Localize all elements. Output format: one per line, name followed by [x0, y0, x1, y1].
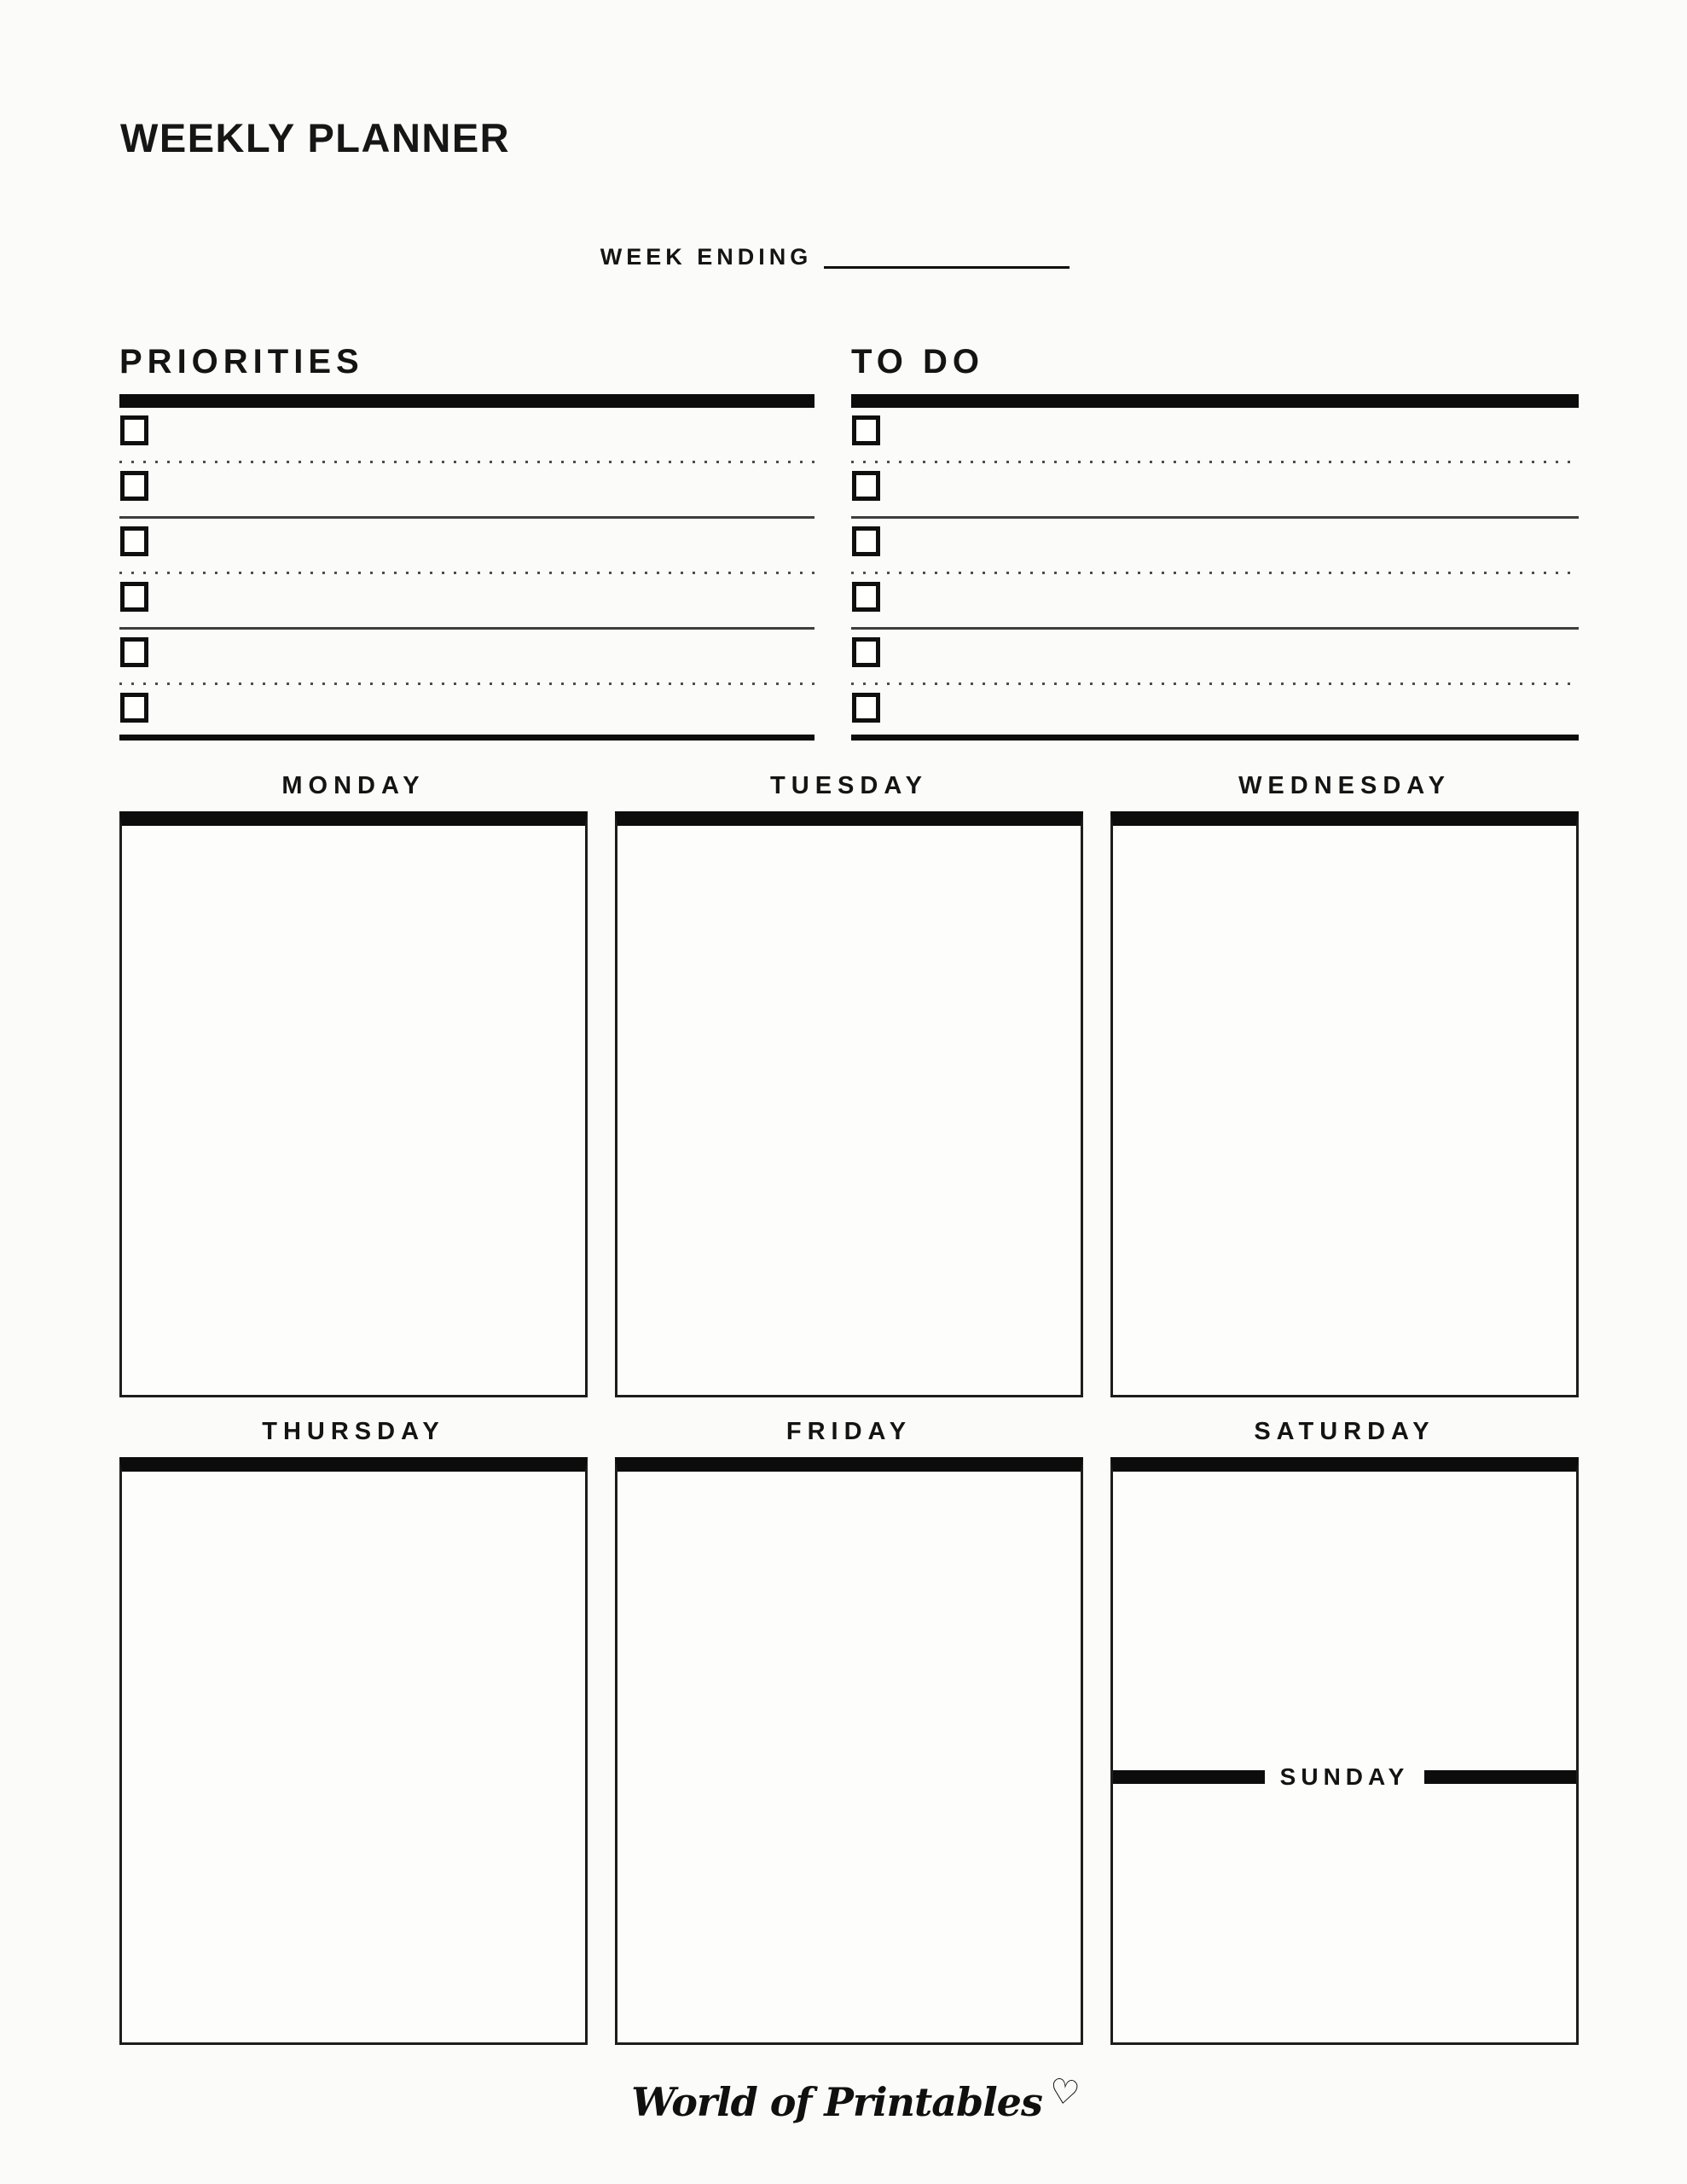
saturday-label: SATURDAY — [1254, 1418, 1435, 1445]
todo-checkbox-4[interactable] — [852, 582, 880, 612]
priorities-row-5[interactable] — [119, 630, 815, 685]
todo-checkbox-2[interactable] — [852, 471, 880, 501]
priorities-row-3[interactable] — [119, 519, 815, 574]
day-tuesday — [615, 770, 1083, 1397]
page-title: WEEKLY PLANNER — [120, 115, 511, 160]
week-ending-row — [0, 246, 1678, 269]
thursday-label: THURSDAY — [262, 1418, 445, 1445]
brand-logo-text: World of Printables — [631, 2079, 1042, 2125]
day-saturday — [1110, 1416, 1579, 2045]
priorities-checkbox-3[interactable] — [120, 526, 148, 556]
day-wednesday — [1110, 770, 1579, 1397]
heart-icon: ♡ — [1046, 2071, 1082, 2115]
priorities-row-6[interactable] — [119, 685, 815, 741]
todo-heading: TO DO — [851, 343, 984, 380]
priorities-list — [119, 343, 815, 741]
todo-row-1[interactable] — [851, 408, 1579, 463]
sunday-divider-bar-left — [1113, 1770, 1265, 1784]
todo-checkbox-6[interactable] — [852, 693, 880, 723]
priorities-checkbox-6[interactable] — [120, 693, 148, 723]
todo-list — [851, 343, 1579, 741]
sunday-divider-bar-right — [1424, 1770, 1576, 1784]
monday-label: MONDAY — [281, 772, 426, 799]
day-grid-row-1 — [119, 770, 1579, 1397]
priorities-row-4[interactable] — [119, 574, 815, 630]
tuesday-notes-area[interactable] — [615, 811, 1083, 1397]
week-ending-input-line[interactable] — [824, 265, 1070, 269]
sunday-label: SUNDAY — [1279, 1763, 1410, 1790]
priorities-row-1[interactable] — [119, 408, 815, 463]
day-friday — [615, 1416, 1083, 2045]
todo-row-3[interactable] — [851, 519, 1579, 574]
todo-row-4[interactable] — [851, 574, 1579, 630]
tuesday-label: TUESDAY — [770, 772, 928, 799]
wednesday-notes-area[interactable] — [1110, 811, 1579, 1397]
priorities-checkbox-5[interactable] — [120, 637, 148, 667]
monday-notes-area[interactable] — [119, 811, 588, 1397]
checklist-section — [119, 343, 1579, 741]
priorities-row-2[interactable] — [119, 463, 815, 519]
priorities-checkbox-4[interactable] — [120, 582, 148, 612]
todo-checkbox-1[interactable] — [852, 415, 880, 445]
todo-checkbox-5[interactable] — [852, 637, 880, 667]
todo-row-6[interactable] — [851, 685, 1579, 741]
day-grid-row-2 — [119, 1416, 1579, 2045]
priorities-header-bar — [119, 394, 815, 408]
friday-label: FRIDAY — [786, 1418, 913, 1445]
priorities-checkbox-1[interactable] — [120, 415, 148, 445]
friday-notes-area[interactable] — [615, 1457, 1083, 2045]
wednesday-label: WEDNESDAY — [1238, 772, 1451, 799]
priorities-heading: PRIORITIES — [119, 343, 364, 380]
week-ending-label: WEEK ENDING — [600, 244, 813, 270]
day-monday — [119, 770, 588, 1397]
saturday-notes-area[interactable] — [1110, 1457, 1579, 2045]
day-thursday — [119, 1416, 588, 2045]
footer — [12, 2071, 1687, 2125]
todo-header-bar — [851, 394, 1579, 408]
todo-checkbox-3[interactable] — [852, 526, 880, 556]
thursday-notes-area[interactable] — [119, 1457, 588, 2045]
todo-row-2[interactable] — [851, 463, 1579, 519]
sunday-divider — [1113, 1765, 1576, 1789]
todo-row-5[interactable] — [851, 630, 1579, 685]
priorities-checkbox-2[interactable] — [120, 471, 148, 501]
